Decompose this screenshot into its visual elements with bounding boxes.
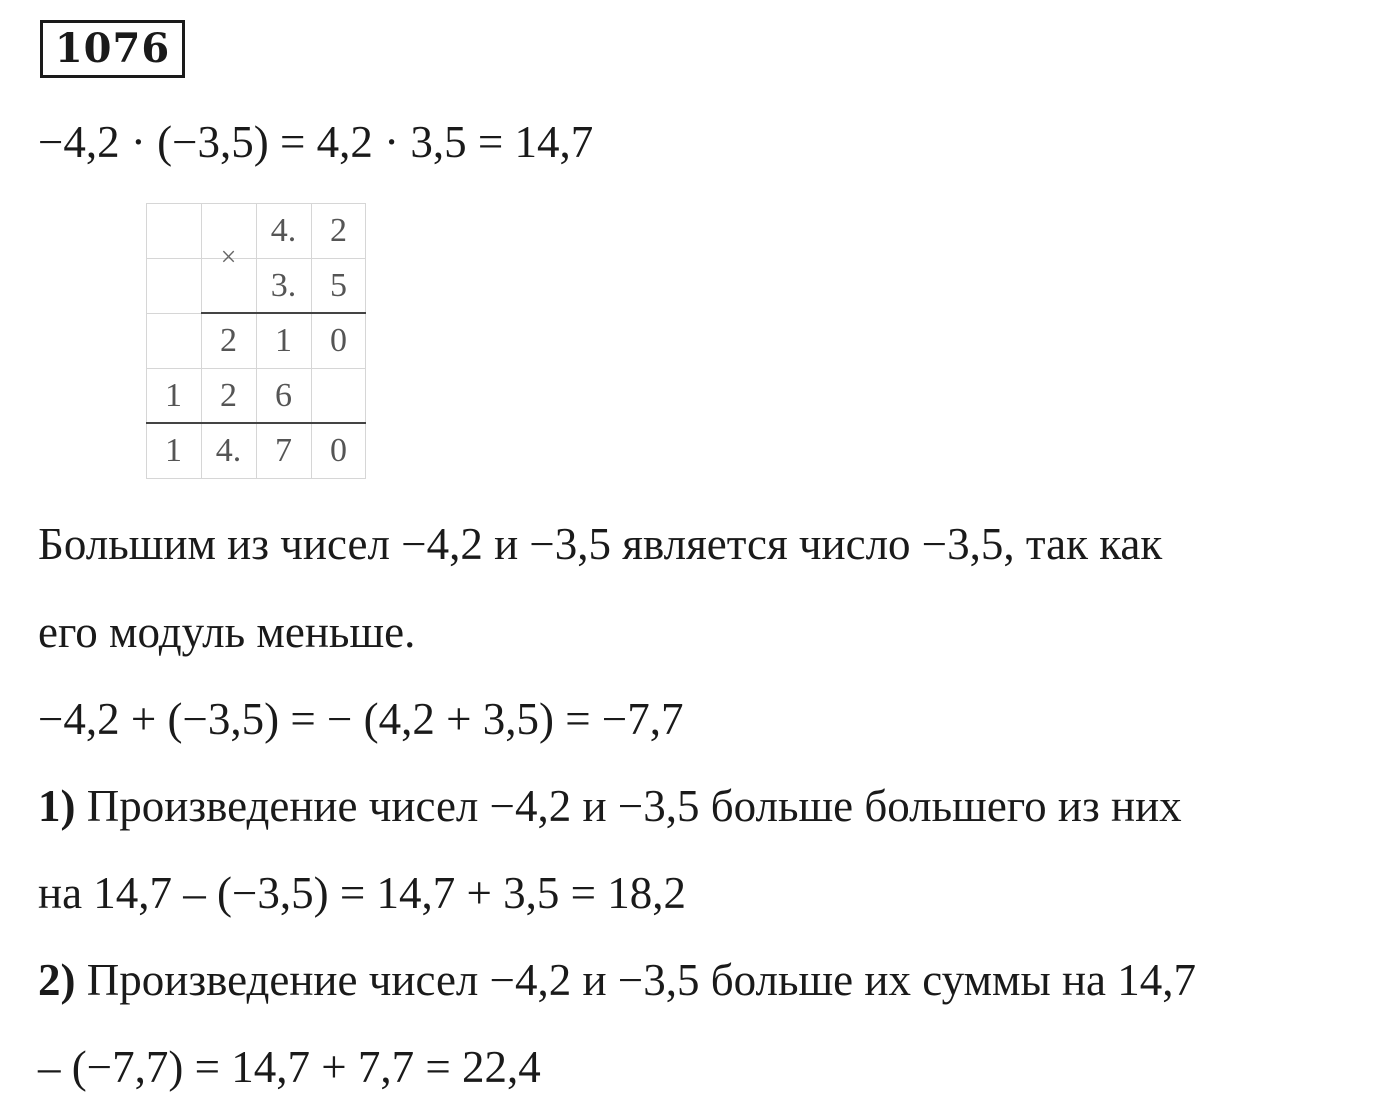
answer-item-2 (38, 955, 1196, 1005)
grid-cell: 0 (330, 432, 347, 469)
item-text: Произведение чисел −4,2 и −3,5 больше большего из них (75, 781, 1182, 831)
grid-cell: 4. (215, 432, 242, 469)
grid-cell: 3. (270, 267, 297, 304)
sum-rule (146, 422, 366, 424)
multiply-sign: × (220, 242, 237, 273)
grid-cell: 0 (330, 322, 347, 359)
grid-cell: 2 (220, 377, 237, 414)
grid-cell: 1 (165, 377, 182, 414)
problem-number: 1076 (40, 20, 185, 78)
grid-cell: 5 (330, 267, 347, 304)
answer-item-2-continued: – (−7,7) = 14,7 + 7,7 = 22,4 (38, 1042, 541, 1092)
grid-cell: 1 (275, 322, 292, 359)
answer-item-1 (38, 781, 1182, 831)
paragraph-line: Большим из чисел −4,2 и −3,5 является число −3,5, так как (38, 519, 1163, 569)
product-rule (201, 312, 366, 314)
paragraph-line: его модуль меньше. (38, 607, 416, 657)
grid-cell: 1 (165, 432, 182, 469)
multiplication-grid (146, 203, 366, 479)
equation-sum: −4,2 + (−3,5) = − (4,2 + 3,5) = −7,7 (38, 694, 684, 744)
grid-cell: 7 (275, 432, 292, 469)
grid-cell: 2 (220, 322, 237, 359)
equation-product: −4,2 · (−3,5) = 4,2 · 3,5 = 14,7 (38, 117, 594, 167)
grid-cell: 6 (275, 377, 292, 414)
item-marker: 2) (38, 955, 76, 1005)
item-marker: 1) (38, 781, 76, 831)
answer-item-1-continued: на 14,7 – (−3,5) = 14,7 + 3,5 = 18,2 (38, 868, 687, 918)
grid-cell: 4. (270, 212, 297, 249)
item-text: Произведение чисел −4,2 и −3,5 больше их суммы на 14,7 (75, 955, 1196, 1005)
grid-cell: 2 (330, 212, 347, 249)
